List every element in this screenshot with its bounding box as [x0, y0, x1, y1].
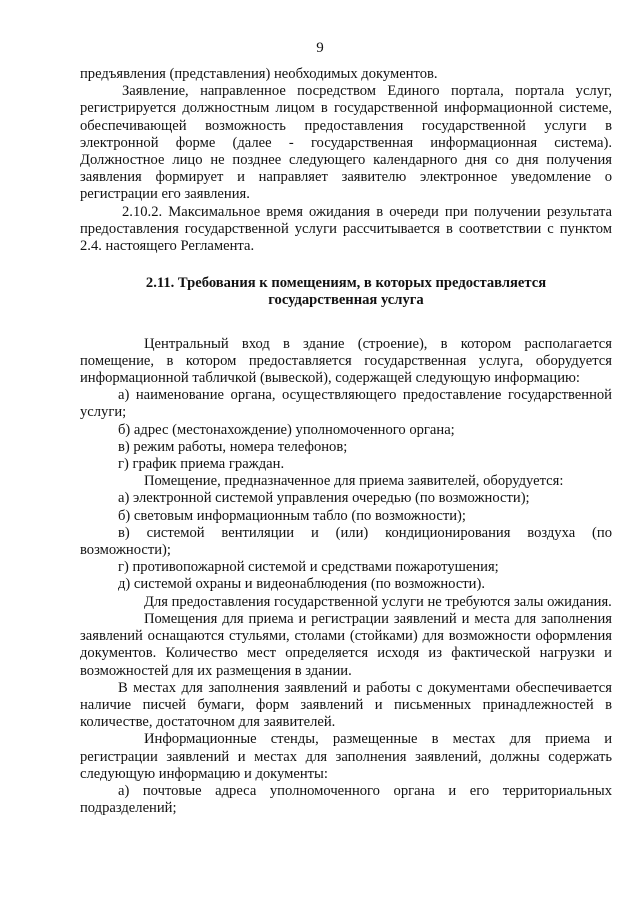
list-item: а) почтовые адреса уполномоченного органа и его территориальных подразделений;: [80, 782, 612, 817]
paragraph: 2.10.2. Максимальное время ожидания в очереди при получении результата предоставления государственной услуги рассчитывается в соответствии с пунктом 2.4. настоящего Регламента.: [80, 203, 612, 255]
page-number: 9: [316, 40, 324, 56]
list-item: а) электронной системой управления очередью (по возможности);: [118, 490, 530, 507]
paragraph: Информационные стенды, размещенные в местах для приема и регистрации заявлений и местах для заполнения заявлений, должны содержать следующую информацию и документы:: [80, 731, 612, 782]
list-item: г) противопожарной системой и средствами пожаротушения;: [118, 559, 499, 576]
paragraph: Помещение, предназначенное для приема заявителей, оборудуется:: [144, 473, 564, 490]
list-item: в) режим работы, номера телефонов;: [118, 438, 348, 455]
paragraph: Для предоставления государственной услуги не требуются залы ожидания.: [144, 593, 612, 610]
paragraph: Помещения для приема и регистрации заявлений и места для заполнения заявлений оснащаются стульями, столами (стойками) для возможности оформления документов. Количество мест определяется исходя из фактической нагрузки и возможностей для их размещения в здании.: [80, 610, 612, 679]
paragraph: Заявление, направленное посредством Единого портала, портала услуг, регистрируется должностным лицом в государственной информационной системе, обеспечивающей возможность предоставления государственной услуги в электронной форме (далее - государственная информационная система). Должностное лицо не позднее следующего календарного дня со дня получения заявления формирует и направляет заявителю электронное уведомление о регистрации его заявления.: [80, 83, 612, 203]
list-item: а) наименование органа, осуществляющего предоставление государственной услуги;: [80, 387, 612, 421]
list-item: б) световым информационным табло (по возможности);: [118, 507, 466, 524]
section-heading: 2.11. Требования к помещениям, в которых предоставляется государственная услуга: [145, 275, 547, 309]
list-item: д) системой охраны и видеонаблюдения (по возможности).: [118, 576, 486, 593]
paragraph: предъявления (представления) необходимых документов.: [80, 66, 438, 82]
list-item: г) график приема граждан.: [118, 456, 285, 473]
list-item: б) адрес (местонахождение) уполномоченного органа;: [118, 421, 455, 438]
paragraph: В местах для заполнения заявлений и работы с документами обеспечивается наличие писчей бумаги, форм заявлений и письменных принадлежностей в количестве, достаточном для заявителей.: [80, 679, 612, 731]
document-body: [80, 66, 612, 817]
list-item: в) системой вентиляции и (или) кондиционирования воздуха (по возможности);: [80, 524, 612, 559]
paragraph: Центральный вход в здание (строение), в котором располагается помещение, в котором предоставляется государственная услуга, оборудуется информационной табличкой (вывеской), содержащей следующую информацию:: [80, 335, 612, 387]
